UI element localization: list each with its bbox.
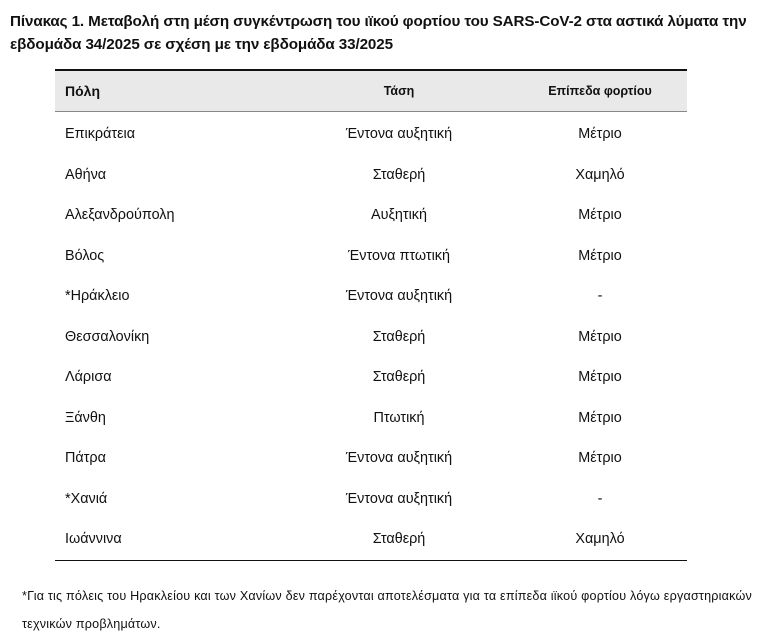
cell-city: Αλεξανδρούπολη — [65, 207, 175, 224]
cell-city: Θεσσαλονίκη — [65, 328, 150, 345]
cell-load-level: Μέτριο — [578, 247, 622, 264]
cell-load-level: Μέτριο — [578, 126, 622, 143]
header-load-level: Επίπεδα φορτίου — [548, 84, 652, 98]
cell-trend: Έντονα αυξητική — [345, 490, 453, 507]
cell-trend: Αυξητική — [371, 207, 427, 224]
header-trend: Τάση — [383, 84, 415, 98]
cell-load-level: Μέτριο — [578, 328, 622, 345]
table-header — [55, 71, 687, 112]
cell-load-level: Μέτριο — [578, 369, 622, 386]
table-body — [55, 114, 687, 560]
table-row — [55, 195, 687, 236]
cell-trend: Έντονα αυξητική — [345, 450, 453, 467]
cell-city: *Χανιά — [65, 490, 108, 507]
cell-load-level: - — [597, 490, 603, 507]
cell-city: Αθήνα — [65, 166, 107, 183]
table-row — [55, 519, 687, 560]
table-row — [55, 479, 687, 520]
table-row — [55, 438, 687, 479]
table-title: Πίνακας 1. Μεταβολή στη μέση συγκέντρωση του ιϊκού φορτίου του SARS-CoV-2 στα αστικά λύματα την εβδομάδα 34/2025 σε σχέση με την εβδομάδα 33/2025 — [10, 13, 747, 53]
cell-city: Ξάνθη — [65, 409, 106, 426]
cell-trend: Πτωτική — [373, 409, 425, 426]
cell-trend: Σταθερή — [372, 328, 426, 345]
table-row — [55, 357, 687, 398]
cell-load-level: - — [597, 288, 603, 305]
cell-city: *Ηράκλειο — [65, 288, 130, 305]
table-row — [55, 398, 687, 439]
cell-load-level: Χαμηλό — [575, 166, 625, 183]
cell-city: Βόλος — [65, 247, 105, 264]
header-city: Πόλη — [65, 83, 100, 99]
cell-city: Επικράτεια — [65, 126, 136, 143]
cell-trend: Σταθερή — [372, 531, 426, 548]
cell-trend: Έντονα αυξητική — [345, 288, 453, 305]
table-bottom-rule — [55, 560, 687, 561]
cell-city: Ιωάννινα — [65, 531, 122, 548]
footnote: *Για τις πόλεις του Ηρακλείου και των Χανίων δεν παρέχονται αποτελέσματα για τα επίπεδα ιϊκού φορτίου λόγω εργαστηριακών τεχνικών προβλημάτων. — [22, 589, 753, 631]
viral-load-table — [55, 69, 687, 561]
cell-trend: Έντονα πτωτική — [348, 247, 450, 264]
table-row — [55, 114, 687, 155]
cell-load-level: Χαμηλό — [575, 531, 625, 548]
table-row — [55, 276, 687, 317]
table-row — [55, 236, 687, 277]
cell-load-level: Μέτριο — [578, 450, 622, 467]
cell-city: Πάτρα — [65, 450, 106, 467]
cell-city: Λάρισα — [65, 369, 112, 386]
cell-load-level: Μέτριο — [578, 409, 622, 426]
cell-load-level: Μέτριο — [578, 207, 622, 224]
cell-trend: Σταθερή — [372, 369, 426, 386]
table-row — [55, 317, 687, 358]
cell-trend: Σταθερή — [372, 166, 426, 183]
cell-trend: Έντονα αυξητική — [345, 126, 453, 143]
table-row — [55, 155, 687, 196]
